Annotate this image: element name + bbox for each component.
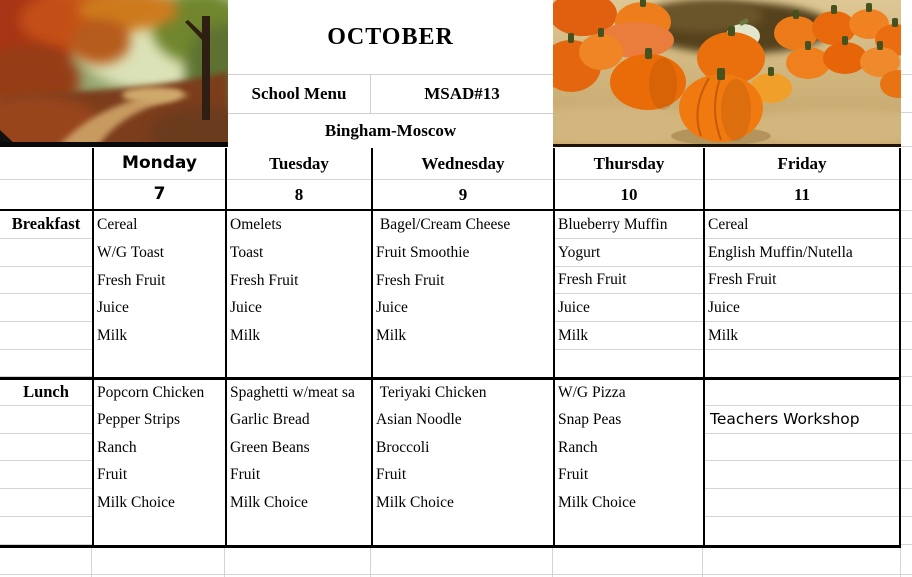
menu-item: Ranch — [558, 438, 598, 456]
menu-item: Fruit — [97, 466, 128, 484]
pumpkin-pile-photo — [553, 0, 901, 147]
day-column-tuesday — [225, 148, 371, 548]
menu-type-label: School Menu — [251, 84, 347, 103]
menu-item: Snap Peas — [558, 411, 622, 429]
menu-item: Milk — [97, 327, 128, 345]
date-friday: 11 — [705, 180, 899, 211]
menu-item: Juice — [555, 294, 703, 322]
menu-item: Milk Choice — [558, 494, 636, 512]
menu-item: Broccoli — [376, 438, 430, 456]
menu-item — [705, 489, 899, 517]
row-label-column — [0, 148, 92, 548]
menu-item — [705, 461, 899, 489]
location-label: Bingham-Moscow — [324, 121, 457, 140]
menu-item: Bagel/Cream Cheese — [376, 216, 511, 234]
day-header-thursday: Thursday — [555, 148, 703, 180]
day-column-thursday — [553, 148, 703, 548]
menu-item: Omelets — [230, 216, 282, 234]
empty-cell — [0, 148, 92, 180]
menu-item: Milk — [230, 327, 261, 345]
day-header-monday: Monday — [94, 148, 225, 180]
menu-item: Fresh Fruit — [555, 267, 703, 294]
menu-item: Fresh Fruit — [230, 271, 299, 289]
menu-item: Juice — [97, 299, 129, 317]
menu-item: Milk Choice — [376, 494, 454, 512]
menu-item: Spaghetti w/meat sa — [230, 384, 355, 402]
menu-item: Ranch — [97, 438, 137, 456]
month-title: OCTOBER — [228, 0, 553, 75]
empty-cell — [0, 180, 92, 211]
menu-item: Yogurt — [555, 239, 703, 267]
menu-item: Green Beans — [230, 438, 310, 456]
day-column-friday — [703, 148, 901, 548]
menu-item: Fruit — [558, 466, 589, 484]
menu-item: Fresh Fruit — [376, 271, 445, 289]
menu-item: Cereal — [97, 216, 138, 234]
district-label: MSAD#13 — [370, 75, 553, 113]
menu-item: Milk — [376, 327, 407, 345]
menu-item: W/G Toast — [97, 244, 165, 262]
date-wednesday: 9 — [373, 180, 553, 211]
sheet-bottom-gridlines — [0, 548, 912, 577]
day-column-wednesday — [371, 148, 553, 548]
menu-item: W/G Pizza — [558, 384, 626, 402]
menu-item — [705, 434, 899, 461]
menu-item: Juice — [230, 299, 262, 317]
menu-item: Fruit — [376, 466, 407, 484]
menu-item — [705, 380, 899, 406]
menu-item: Fresh Fruit — [97, 271, 166, 289]
sheet-margin-gridlines — [901, 0, 912, 577]
date-thursday: 10 — [555, 180, 703, 211]
menu-item: Cereal — [705, 211, 899, 239]
menu-item: Juice — [705, 294, 899, 322]
menu-item: Teriyaki Chicken — [376, 384, 487, 402]
day-header-friday: Friday — [705, 148, 899, 180]
menu-item: Fruit Smoothie — [376, 244, 470, 262]
menu-item: Milk — [555, 322, 703, 350]
breakfast-section-label: Breakfast — [0, 211, 92, 239]
autumn-forest-photo — [0, 0, 228, 147]
menu-item: Popcorn Chicken — [97, 384, 205, 402]
menu-item: Juice — [376, 299, 408, 317]
menu-item: Fresh Fruit — [705, 267, 899, 294]
menu-item: Asian Noodle — [376, 411, 462, 429]
day-column-monday — [92, 148, 225, 548]
menu-item: Garlic Bread — [230, 411, 310, 429]
lunch-section-label: Lunch — [0, 380, 92, 406]
teachers-workshop-note: Teachers Workshop — [705, 406, 899, 434]
menu-item: Milk Choice — [97, 494, 175, 512]
menu-item: Milk — [705, 322, 899, 350]
day-header-tuesday: Tuesday — [227, 148, 371, 180]
menu-item: Toast — [230, 244, 264, 262]
menu-item: English Muffin/Nutella — [705, 239, 899, 267]
menu-item: Blueberry Muffin — [555, 211, 703, 239]
menu-item: Milk Choice — [230, 494, 308, 512]
date-tuesday: 8 — [227, 180, 371, 211]
menu-item: Pepper Strips — [97, 411, 181, 429]
day-header-wednesday: Wednesday — [373, 148, 553, 180]
menu-header — [228, 0, 553, 147]
menu-item: Fruit — [230, 466, 261, 484]
date-monday: 7 — [94, 180, 225, 211]
